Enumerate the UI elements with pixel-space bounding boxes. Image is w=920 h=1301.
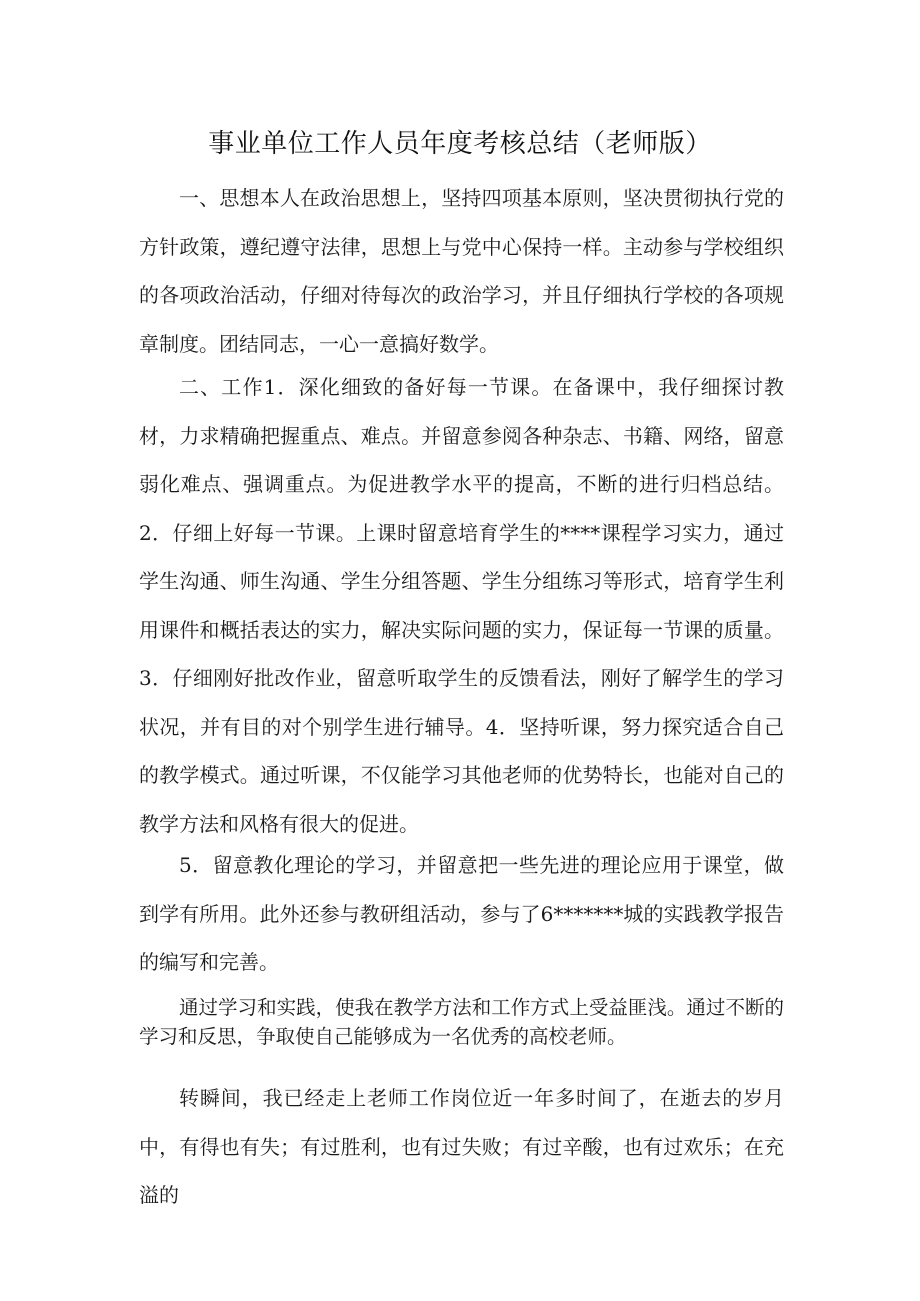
paragraph-ideology: 一、思想本人在政治思想上，坚持四项基本原则，坚决贯彻执行党的方针政策，遵纪遵守法律，思想上与党中心保持一样。主动参与学校组织的各项政治活动，仔细对待每次的政治学习，并且仔细执行学校的各项规章制度。团结同志，一心一意搞好数学。 [139, 186, 784, 356]
document-title: 事业单位工作人员年度考核总结（老师版） [208, 129, 712, 159]
paragraph-retrospect: 转瞬间，我已经走上老师工作岗位近一年多时间了，在逝去的岁月中，有得也有失；有过胜利，也有过失败；有过辛酸，也有过欢乐；在充溢的 [139, 1086, 784, 1207]
paragraph-theory-study: 5．留意教化理论的学习，并留意把一些先进的理论应用于课堂，做到学有所用。此外还参与教研组活动，参与了6*******城的实践教学报告的编写和完善。 [139, 853, 784, 974]
paragraph-work: 二、工作1．深化细致的备好每一节课。在备课中，我仔细探讨教材，力求精确把握重点、难点。并留意参阅各种杂志、书籍、网络，留意弱化难点、强调重点。为促进教学水平的提高，不断的进行归档总结。2．仔细上好每一节课。上课时留意培育学生的****课程学习实力，通过学生沟通、师生沟通、学生分组答题、学生分组练习等形式，培育学生利用课件和概括表达的实力，解决实际问题的实力，保证每一节课的质量。3．仔细刚好批改作业，留意听取学生的反馈看法，刚好了解学生的学习状况，并有目的对个别学生进行辅导。4．坚持听课，努力探究适合自己的教学模式。通过听课，不仅能学习其他老师的优势特长，也能对自己的教学方法和风格有很大的促进。 [139, 375, 784, 836]
paragraph-reflection: 通过学习和实践，使我在教学方法和工作方式上受益匪浅。通过不断的学习和反思，争取使自己能够成为一名优秀的高校老师。 [139, 996, 784, 1048]
